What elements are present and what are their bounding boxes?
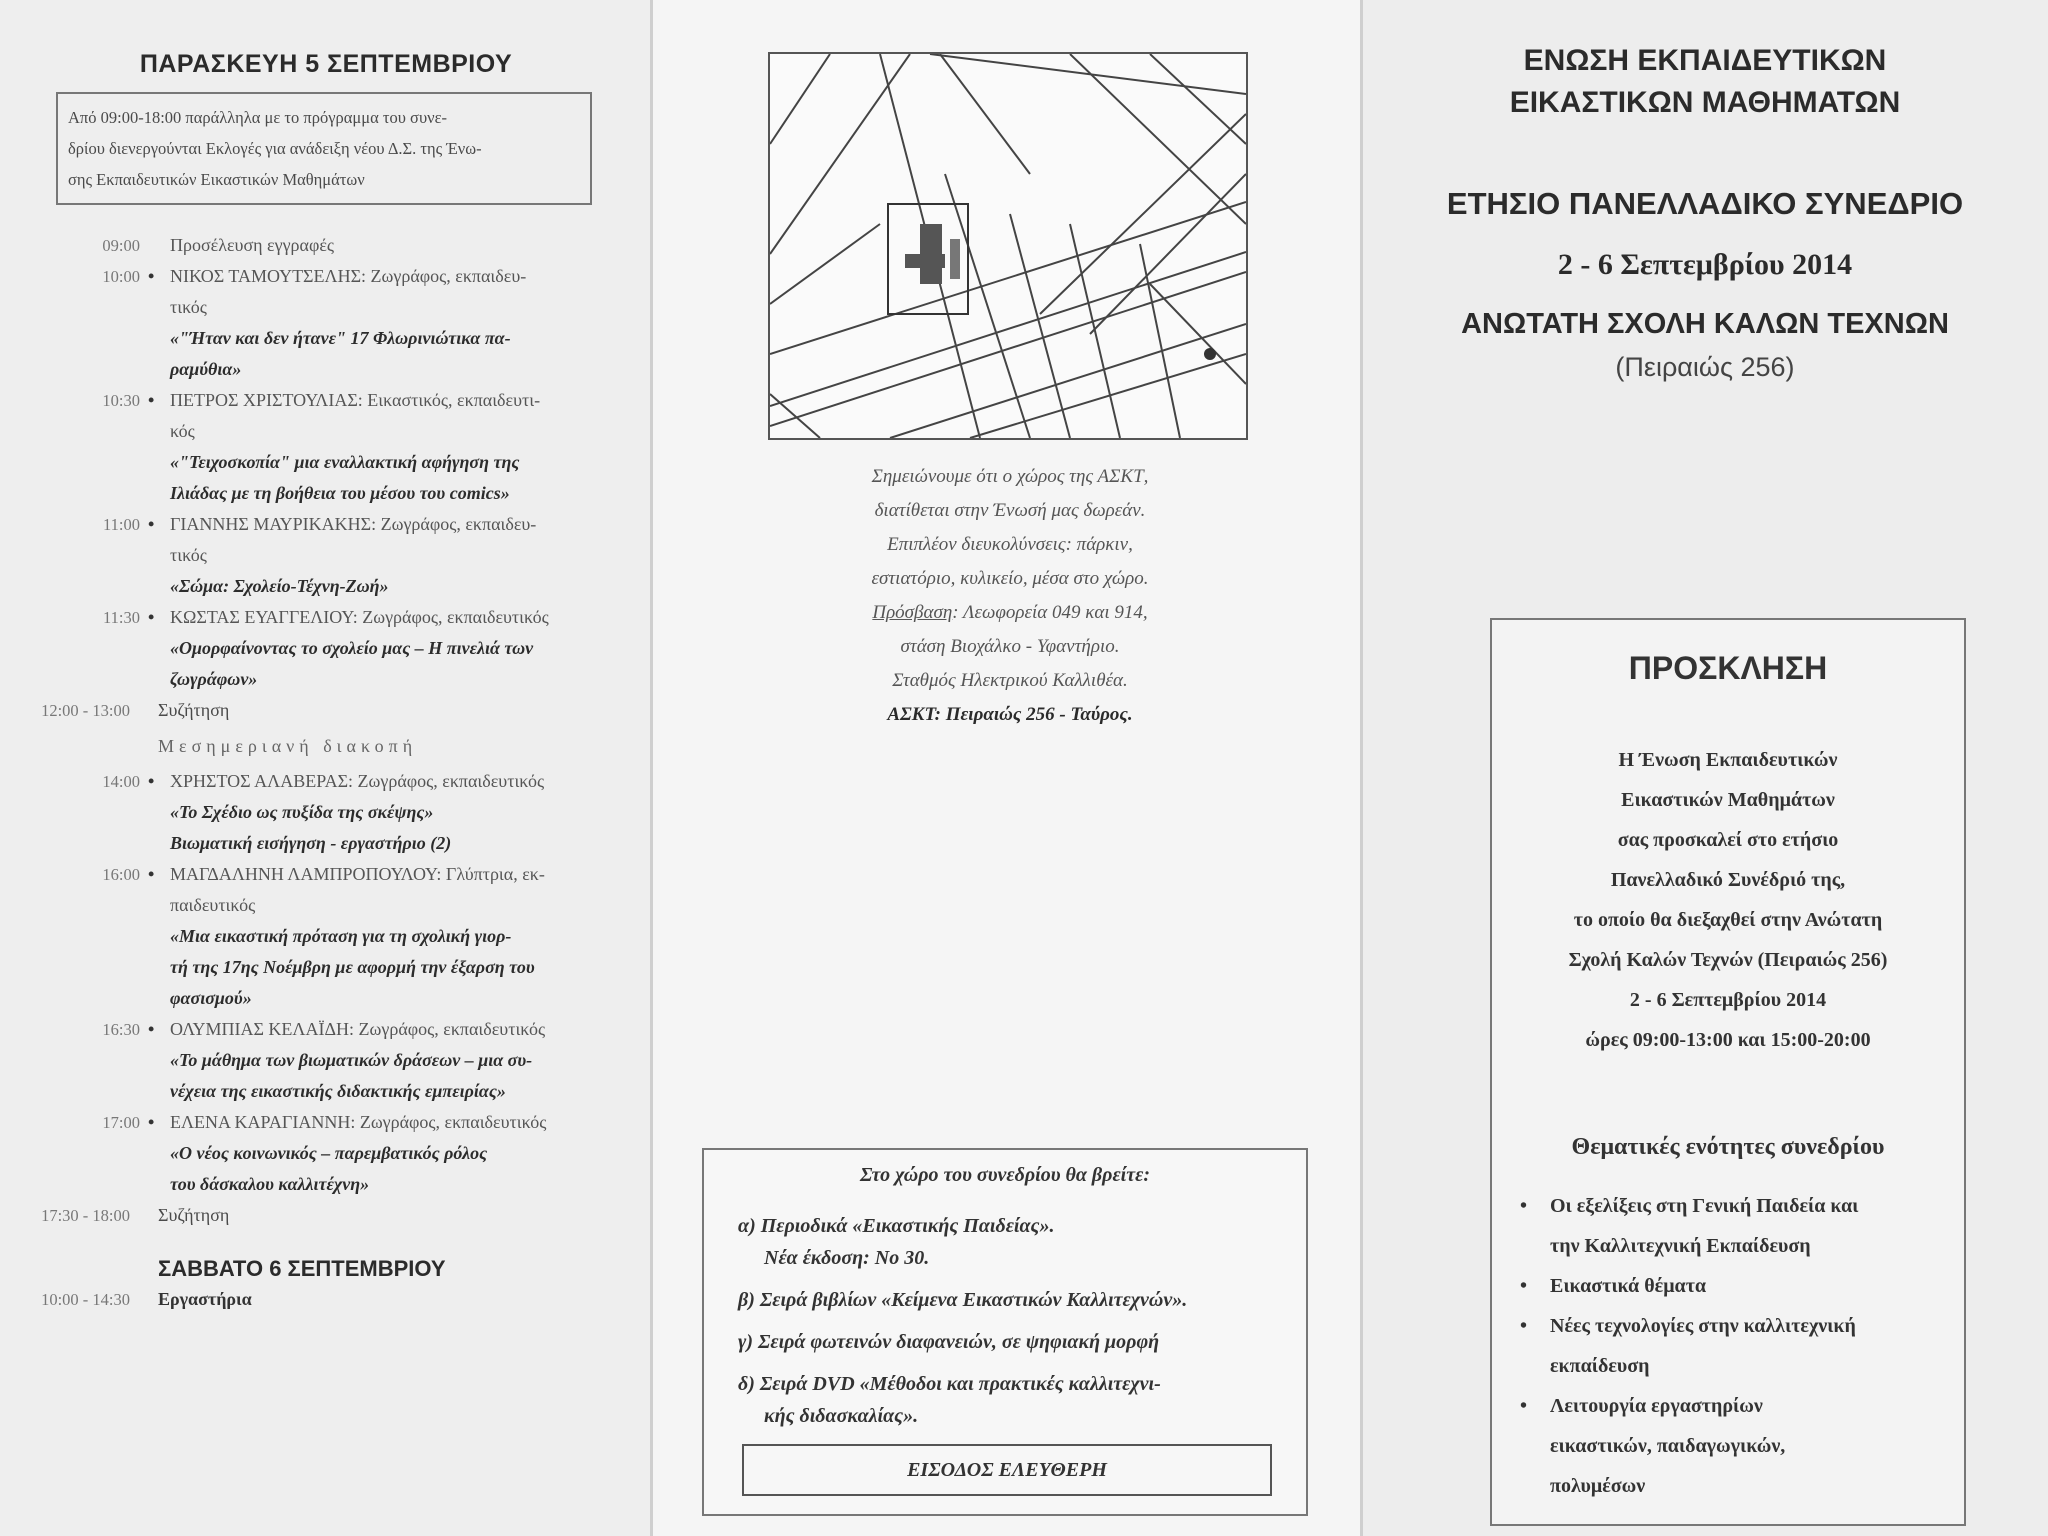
speaker-line: τικός [170, 297, 207, 317]
venue-address: (Πειραιώς 256) [1615, 352, 1795, 382]
talk-title-line: ραμύθια» [170, 359, 242, 379]
bullet-icon: • [148, 514, 155, 534]
location-map [768, 52, 1248, 440]
conference-title: ΕΤΗΣΙΟ ΠΑΝΕΛΛΑΔΙΚΟ ΣΥΝΕΔΡΙΟ [1446, 186, 1964, 221]
speaker-line: ΠΕΤΡΟΣ ΧΡΙΣΤΟΥΛΙΑΣ: Εικαστικός, εκπαιδευτι- [170, 390, 541, 410]
talk-title-line: «Ο νέος κοινωνικός – παρεμβατικός ρόλος [170, 1143, 488, 1163]
schedule-time: 10:30 [102, 391, 140, 410]
talk-title-line: ζωγράφων» [170, 669, 258, 689]
access-line [760, 596, 1260, 630]
talk-title-line: του δάσκαλου καλλιτέχνη» [170, 1174, 370, 1194]
schedule-entry [170, 261, 590, 385]
bullet-icon: • [148, 864, 155, 884]
talk-title-line: Ιλιάδας με τη βοήθεια του μέσου του comics» [170, 483, 510, 503]
schedule-row [0, 1200, 652, 1231]
invitation-line: 2 - 6 Σεπτεμβρίου 2014 [1629, 989, 1827, 1011]
saturday-title: ΣΑΒΒΑΤΟ 6 ΣΕΠΤΕΜΒΡΙΟΥ [158, 1256, 446, 1281]
schedule-time: 10:00 [102, 267, 140, 286]
materials-item-text: β) Σειρά βιβλίων «Κείμενα Εικαστικών Καλλιτεχνών». [738, 1289, 1188, 1311]
schedule-time: 12:00 - 13:00 [41, 701, 130, 720]
address-line: ΑΣΚΤ: Πειραιώς 256 - Ταύρος. [887, 704, 1133, 725]
speaker-line: τικός [170, 545, 207, 565]
theme-line: Λειτουργία εργαστηρίων [1550, 1395, 1763, 1417]
materials-item-text: γ) Σειρά φωτεινών διαφανειών, σε ψηφιακή μορφή [738, 1331, 1160, 1353]
bullet-icon: • [148, 266, 155, 286]
conference-dates: 2 - 6 Σεπτεμβρίου 2014 [1557, 248, 1853, 281]
caption-line: Επιπλέον διευκολύνσεις: πάρκιν, [887, 534, 1133, 555]
themes-title: Θεματικές ενότητες συνεδρίου [1571, 1134, 1885, 1160]
materials-item [738, 1210, 1298, 1274]
invitation-title: ΠΡΟΣΚΛΗΣΗ [1628, 650, 1828, 686]
invitation-line: Σχολή Καλών Τεχνών (Πειραιώς 256) [1568, 949, 1888, 971]
talk-title-line: τή της 17ης Νοέμβρη με αφορμή την έξαρση του [170, 957, 535, 977]
schedule-row [0, 230, 652, 261]
caption-line: διατίθεται στην Ένωσή μας δωρεάν. [874, 500, 1146, 521]
talk-title-line: «Ομορφαίνοντας το σχολείο μας – Η πινελιά των [170, 638, 534, 658]
speaker-line: ΟΛΥΜΠΙΑΣ ΚΕΛΑΪΔΗ: Ζωγράφος, εκπαιδευτικός [170, 1019, 546, 1039]
schedule-time: 14:00 [102, 772, 140, 791]
bullet-icon: • [1520, 1275, 1528, 1297]
theme-line: την Καλλιτεχνική Εκπαίδευση [1550, 1235, 1811, 1257]
schedule-time: 11:30 [103, 608, 140, 627]
org-line: ΕΙΚΑΣΤΙΚΩΝ ΜΑΘΗΜΑΤΩΝ [1509, 86, 1901, 119]
materials-item [738, 1368, 1298, 1432]
materials-title: Στο χώρο του συνεδρίου θα βρείτε: [860, 1164, 1150, 1186]
access-text: : Λεωφορεία 049 και 914, [952, 602, 1148, 623]
caption-line: Σταθμός Ηλεκτρικού Καλλιθέα. [892, 670, 1128, 691]
notice-line: δρίου διενεργούνται Εκλογές για ανάδειξη νέου Δ.Σ. της Ένω- [68, 139, 482, 158]
bullet-icon: • [1520, 1395, 1528, 1417]
theme-line: Οι εξελίξεις στη Γενική Παιδεία και [1550, 1195, 1859, 1217]
talk-title-line: «"Ήταν και δεν ήτανε" 17 Φλωρινιώτικα πα- [170, 328, 511, 348]
invitation-line: Η Ένωση Εκπαιδευτικών [1618, 749, 1838, 771]
invitation-line: ώρες 09:00-13:00 και 15:00-20:00 [1585, 1029, 1871, 1051]
schedule-row [0, 261, 652, 385]
bullet-icon: • [148, 771, 155, 791]
materials-item-text: δ) Σειρά DVD «Μέθοδοι και πρακτικές καλλιτεχνι- [738, 1373, 1161, 1395]
materials-list [738, 1210, 1298, 1442]
caption-line: Σημειώνουμε ότι ο χώρος της ΑΣΚΤ, [871, 466, 1149, 487]
schedule-entry [170, 509, 590, 602]
materials-item-cont: Νέα έκδοση: Νο 30. [764, 1247, 930, 1269]
theme-line: εικαστικών, παιδαγωγικών, [1550, 1435, 1786, 1457]
bullet-icon: • [148, 607, 155, 627]
schedule-row [0, 1107, 652, 1200]
schedule-entry [170, 385, 590, 509]
bullet-icon: • [1520, 1195, 1528, 1217]
talk-title-line: «Το μάθημα των βιωματικών δράσεων – μια συ- [170, 1050, 533, 1070]
invitation-line: σας προσκαλεί στο ετήσιο [1617, 829, 1839, 851]
schedule-entry [170, 766, 590, 859]
schedule-time: 11:00 [103, 515, 140, 534]
saturday-title-row [0, 1253, 652, 1284]
theme-item [1512, 1266, 1952, 1306]
free-entry-box: ΕΙΣΟΔΟΣ ΕΛΕΥΘΕΡΗ [742, 1444, 1272, 1496]
schedule-label: Εργαστήρια [158, 1289, 252, 1309]
talk-title-line: νέχεια της εικαστικής διδακτικής εμπειρίας» [170, 1081, 506, 1101]
materials-item-text: α) Περιοδικά «Εικαστικής Παιδείας». [738, 1215, 1055, 1237]
schedule-label: Συζήτηση [158, 700, 230, 720]
theme-item [1512, 1306, 1952, 1386]
schedule-row [0, 385, 652, 509]
elections-notice [56, 92, 592, 205]
conference-materials-box [702, 1148, 1308, 1516]
speaker-line: ΓΙΑΝΝΗΣ ΜΑΥΡΙΚΑΚΗΣ: Ζωγράφος, εκπαιδευ- [170, 514, 537, 534]
schedule-entry [170, 230, 590, 261]
speaker-line: ΕΛΕΝΑ ΚΑΡΑΓΙΑΝΝΗ: Ζωγράφος, εκπαιδευτικός [170, 1112, 547, 1132]
schedule-row [0, 509, 652, 602]
speaker-line: κός [170, 421, 195, 441]
schedule-row [0, 695, 652, 726]
invitation-line: το οποίο θα διεξαχθεί στην Ανώτατη [1573, 909, 1883, 931]
schedule-row [0, 602, 652, 695]
talk-title-line: «"Τειχοσκοπία" μια εναλλακτική αφήγηση της [170, 452, 520, 472]
schedule-entry [170, 602, 590, 695]
materials-item [738, 1326, 1298, 1358]
invitation-line: Πανελλαδικό Συνέδριό της, [1610, 869, 1846, 891]
org-line: ΕΝΩΣΗ ΕΚΠΑΙΔΕΥΤΙΚΩΝ [1523, 44, 1887, 77]
invitation-line: Εικαστικών Μαθημάτων [1621, 789, 1835, 811]
map-caption [760, 460, 1260, 732]
schedule-time: 17:30 - 18:00 [41, 1206, 130, 1225]
theme-line: πολυμέσων [1550, 1475, 1646, 1497]
notice-line: Από 09:00-18:00 παράλληλα με το πρόγραμμα του συνε- [68, 108, 447, 127]
themes-list [1512, 1186, 1952, 1506]
speaker-line: ΜΑΓΔΑΛΗΝΗ ΛΑΜΠΡΟΠΟΥΛΟΥ: Γλύπτρια, εκ- [170, 864, 545, 884]
theme-line: Εικαστικά θέματα [1550, 1275, 1707, 1297]
speaker-line: ΧΡΗΣΤΟΣ ΑΛΑΒΕΡΑΣ: Ζωγράφος, εκπαιδευτικός [170, 771, 545, 791]
access-label: Πρόσβαση [872, 602, 953, 623]
bullet-icon: • [148, 1019, 155, 1039]
caption-line: εστιατόριο, κυλικείο, μέσα στο χώρο. [871, 568, 1149, 589]
schedule-time: 17:00 [102, 1113, 140, 1132]
speaker-line: Προσέλευση εγγραφές [170, 235, 335, 255]
theme-line: εκπαίδευση [1550, 1355, 1650, 1377]
friday-schedule [0, 230, 652, 1315]
fold-line [1360, 0, 1363, 1536]
theme-item [1512, 1386, 1952, 1506]
materials-item [738, 1284, 1298, 1316]
speaker-line: ΚΩΣΤΑΣ ΕΥΑΓΓΕΛΙΟΥ: Ζωγράφος, εκπαιδευτικός [170, 607, 549, 627]
bullet-icon: • [148, 1112, 155, 1132]
schedule-time: 16:30 [102, 1020, 140, 1039]
friday-title: ΠΑΡΑΣΚΕΥΗ 5 ΣΕΠΤΕΜΒΡΙΟΥ [139, 50, 513, 78]
theme-line: Νέες τεχνολογίες στην καλλιτεχνική [1550, 1315, 1856, 1337]
bullet-icon: • [148, 390, 155, 410]
notice-line: σης Εκπαιδευτικών Εικαστικών Μαθημάτων [68, 170, 365, 189]
schedule-time: 16:00 [102, 865, 140, 884]
schedule-row [0, 859, 652, 1014]
schedule-row [0, 1014, 652, 1107]
schedule-time: 09:00 [102, 236, 140, 255]
venue-name: ΑΝΩΤΑΤΗ ΣΧΟΛΗ ΚΑΛΩΝ ΤΕΧΝΩΝ [1461, 308, 1949, 340]
invitation-box [1490, 618, 1966, 1526]
speaker-line: ΝΙΚΟΣ ΤΑΜΟΥΤΣΕΛΗΣ: Ζωγράφος, εκπαιδευ- [170, 266, 527, 286]
talk-title-line: «Σώμα: Σχολείο-Τέχνη-Ζωή» [170, 576, 389, 596]
schedule-entry [170, 859, 590, 1014]
materials-item-cont: κής διδασκαλίας». [764, 1405, 919, 1427]
theme-item [1512, 1186, 1952, 1266]
organization-name [1362, 40, 2048, 124]
invitation-text [1492, 740, 1964, 1060]
schedule-entry [170, 1107, 590, 1200]
talk-title-line: «Το Σχέδιο ως πυξίδα της σκέψης» [170, 802, 434, 822]
speaker-line: παιδευτικός [170, 895, 256, 915]
talk-title-line: Βιωματική εισήγηση - εργαστήριο (2) [170, 833, 452, 853]
talk-title-line: φασισμού» [170, 988, 252, 1008]
street-map-icon [770, 54, 1246, 438]
schedule-row [0, 1284, 652, 1315]
talk-title-line: «Μια εικαστική πρόταση για τη σχολική γιορ- [170, 926, 512, 946]
bullet-icon: • [1520, 1315, 1528, 1337]
lunch-break: Μεσημεριανή διακοπή [158, 736, 418, 756]
schedule-entry [170, 1014, 590, 1107]
schedule-row [0, 766, 652, 859]
caption-line: στάση Βιοχάλκο - Υφαντήριο. [900, 636, 1120, 657]
schedule-label: Συζήτηση [158, 1205, 230, 1225]
schedule-time: 10:00 - 14:30 [41, 1290, 130, 1309]
